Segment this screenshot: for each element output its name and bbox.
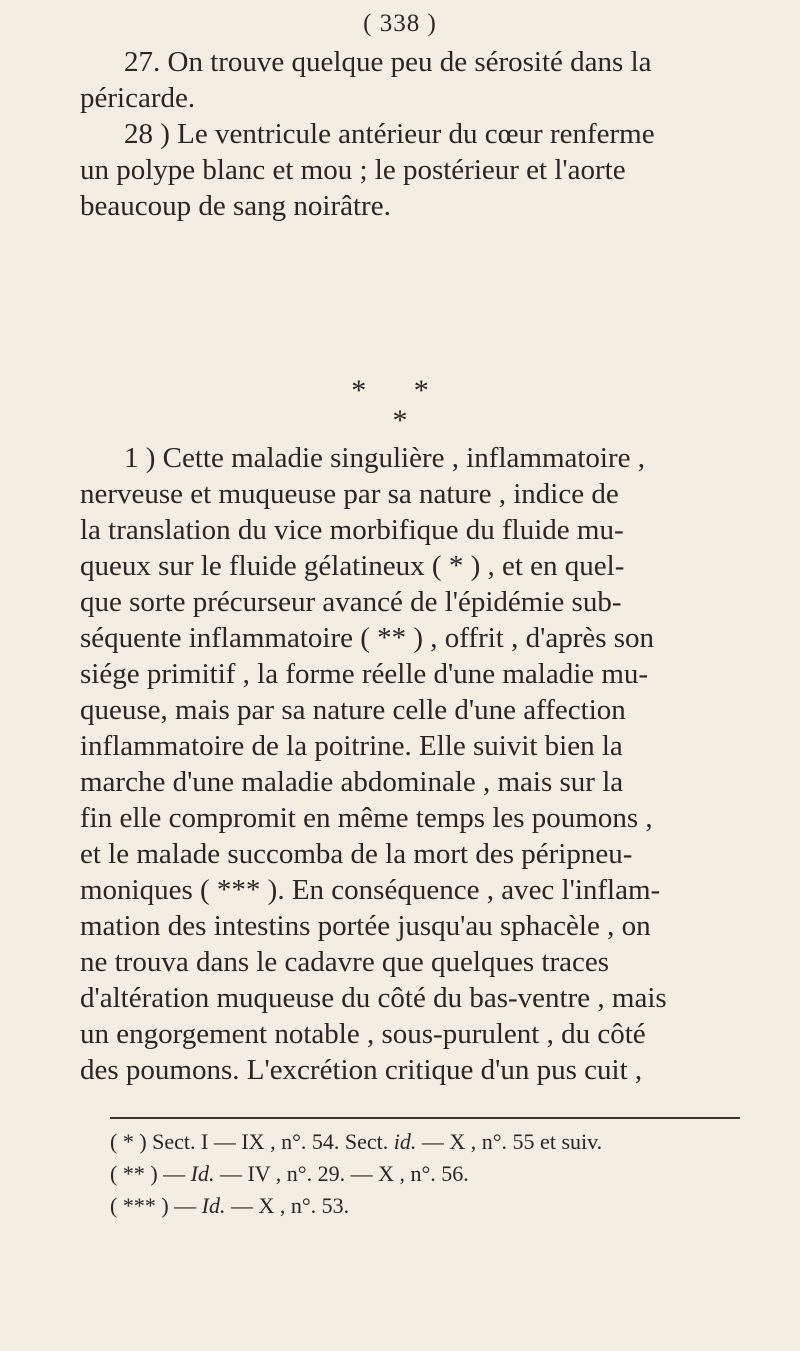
footnote-mark: ( * ) <box>110 1129 147 1154</box>
footnote-mark: ( *** ) <box>110 1193 169 1218</box>
text-line: siége primitif , la forme réelle d'une maladie mu- <box>80 658 649 690</box>
section-separator-star: * <box>392 404 408 437</box>
text-line: 27. On trouve quelque peu de sérosité dans la <box>124 46 652 78</box>
footnote-text: — X , n°. 53. <box>225 1193 350 1218</box>
text-line: péricarde. <box>80 82 196 114</box>
footnote-text: — <box>157 1161 191 1186</box>
text-line: moniques ( *** ). En conséquence , avec l'inflam- <box>80 874 661 906</box>
footnote-ref: Id. <box>190 1161 215 1186</box>
footnote-ref: id. <box>393 1129 417 1154</box>
footnote <box>110 1126 750 1158</box>
footnote-text: — <box>168 1193 202 1218</box>
text-line: la translation du vice morbifique du fluide mu- <box>80 514 624 546</box>
text-line: un polype blanc et mou ; le postérieur et l'aorte <box>80 154 626 186</box>
text-line: des poumons. L'excrétion critique d'un pus cuit , <box>80 1054 643 1086</box>
footnote-text: Sect. I — IX , n°. 54. Sect. <box>146 1129 394 1154</box>
text-line: un engorgement notable , sous-purulent , du côté <box>80 1018 646 1050</box>
section-separator-stars: * * <box>351 374 449 407</box>
footnote-text: — IV , n°. 29. — X , n°. 56. <box>214 1161 469 1186</box>
footnotes <box>110 1126 750 1222</box>
text-line: ne trouva dans le cadavre que quelques traces <box>80 946 610 978</box>
text-line: 28 ) Le ventricule antérieur du cœur renferme <box>124 118 655 150</box>
paragraph-27 <box>80 44 752 116</box>
footnote-divider <box>110 1117 740 1119</box>
footnote <box>110 1190 750 1222</box>
text-line: inflammatoire de la poitrine. Elle suivit bien la <box>80 730 623 762</box>
text-line: marche d'une maladie abdominale , mais sur la <box>80 766 624 798</box>
text-line: et le malade succomba de la mort des péripneu- <box>80 838 633 870</box>
text-line: séquente inflammatoire ( ** ) , offrit , d'après son <box>80 622 655 654</box>
text-line: queux sur le fluide gélatineux ( * ) , et en quel- <box>80 550 625 582</box>
footnote-ref: Id. <box>201 1193 226 1218</box>
main-paragraph <box>80 440 752 1088</box>
text-line: que sorte précurseur avancé de l'épidémie sub- <box>80 586 622 618</box>
text-line: fin elle compromit en même temps les poumons , <box>80 802 653 834</box>
footnote-text: — X , n°. 55 et suiv. <box>416 1129 603 1154</box>
text-line: mation des intestins portée jusqu'au sphacèle , on <box>80 910 651 942</box>
text-line: nerveuse et muqueuse par sa nature , indice de <box>80 478 619 510</box>
text-line: d'altération muqueuse du côté du bas-ventre , mais <box>80 982 667 1014</box>
page-number: ( 338 ) <box>363 10 437 37</box>
footnote <box>110 1158 750 1190</box>
text-line: beaucoup de sang noirâtre. <box>80 190 391 222</box>
text-line: queuse, mais par sa nature celle d'une affection <box>80 694 626 726</box>
paragraph-28 <box>80 116 752 224</box>
footnote-mark: ( ** ) <box>110 1161 158 1186</box>
text-line: 1 ) Cette maladie singulière , inflammatoire , <box>124 442 646 474</box>
